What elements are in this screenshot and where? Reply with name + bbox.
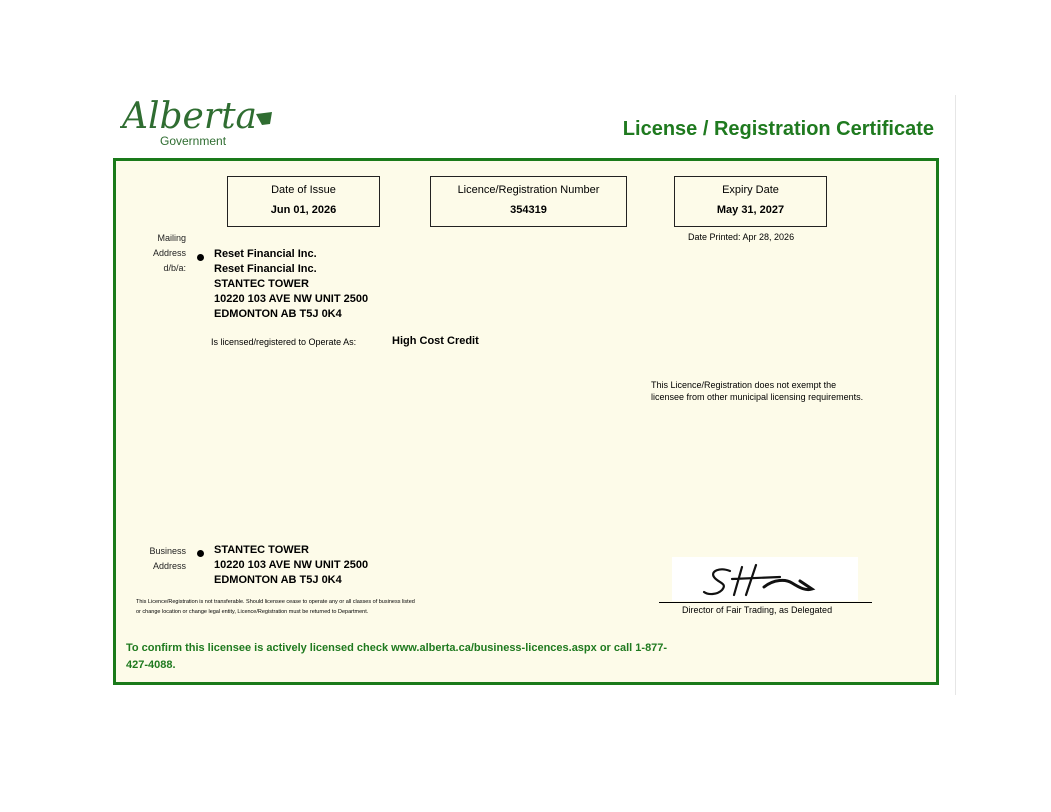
business-line: EDMONTON AB T5J 0K4 — [214, 574, 342, 586]
mailing-line: STANTEC TOWER — [214, 278, 309, 290]
date-of-issue-value: Jun 01, 2026 — [270, 204, 337, 216]
expiry-date-label: Expiry Date — [722, 184, 779, 196]
licence-number-label: Licence/Registration Number — [457, 184, 600, 196]
business-label-line: Business — [149, 546, 186, 556]
business-address — [214, 543, 368, 588]
signature-line — [659, 602, 872, 603]
bullet-icon — [197, 254, 204, 261]
expiry-date-value: May 31, 2027 — [716, 204, 785, 216]
mailing-line: 10220 103 AVE NW UNIT 2500 — [214, 293, 369, 305]
mailing-line: Reset Financial Inc. — [214, 248, 317, 260]
mailing-address — [214, 247, 368, 322]
operate-as-value: High Cost Credit — [392, 335, 479, 347]
confirm-licence-note: To confirm this licensee is actively licensed check www.alberta.ca/business-licences.aspx or call 1-877-427-4088. — [126, 642, 668, 671]
bullet-icon — [197, 550, 204, 557]
mailing-label-line: Mailing — [157, 233, 186, 243]
expiry-date-box — [674, 176, 827, 227]
transfer-notice: This Licence/Registration is not transferable. Should licensee cease to operate any or all classes of business listed or change location or change legal entity, Licence/Registration must be returned to Department. — [136, 599, 415, 615]
date-of-issue-label: Date of Issue — [271, 184, 336, 196]
alberta-government-logo — [120, 96, 280, 151]
licence-number-value: 354319 — [510, 204, 547, 216]
exemption-note: This Licence/Registration does not exempt the licensee from other municipal licensing requirements. — [651, 380, 864, 402]
certificate-title: License / Registration Certificate — [622, 118, 934, 140]
mailing-label-line: d/b/a: — [163, 263, 186, 273]
business-line: STANTEC TOWER — [214, 544, 309, 556]
date-of-issue-box — [227, 176, 380, 227]
business-address-label — [130, 544, 186, 574]
mailing-line: Reset Financial Inc. — [214, 263, 317, 275]
licence-number-box — [430, 176, 627, 227]
date-printed: Date Printed: Apr 28, 2026 — [688, 232, 795, 242]
operate-as-label: Is licensed/registered to Operate As: — [211, 337, 357, 347]
certificate-panel — [113, 158, 939, 685]
business-label-line: Address — [152, 561, 186, 571]
logo-subtitle: Government — [160, 134, 227, 148]
mailing-line: EDMONTON AB T5J 0K4 — [214, 308, 342, 320]
business-line: 10220 103 AVE NW UNIT 2500 — [214, 559, 369, 571]
signature-label: Director of Fair Trading, as Delegated — [682, 605, 833, 615]
svg-text:Alberta: Alberta — [122, 96, 257, 136]
mailing-address-label — [130, 231, 186, 276]
page-edge-line — [955, 95, 956, 695]
signature-image — [672, 557, 858, 601]
mailing-label-line: Address — [152, 248, 186, 258]
